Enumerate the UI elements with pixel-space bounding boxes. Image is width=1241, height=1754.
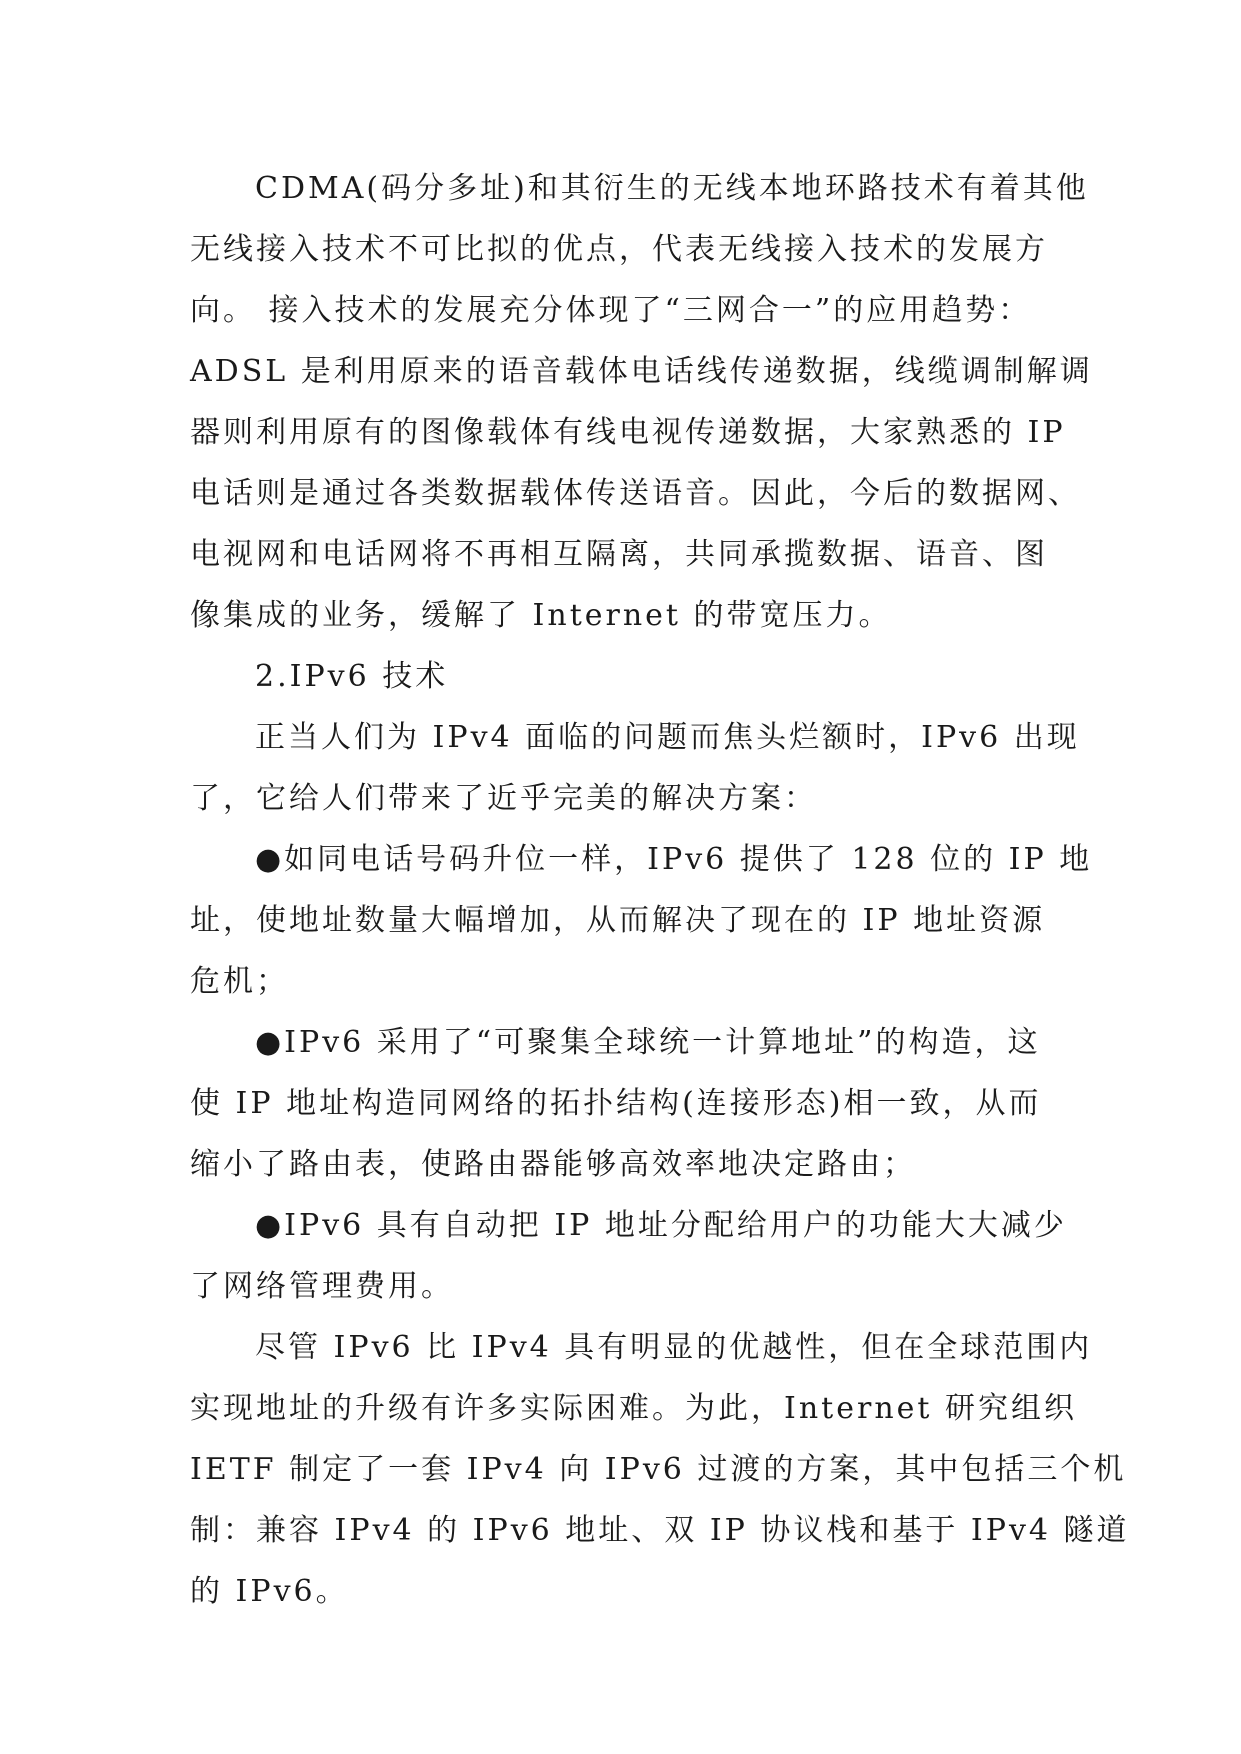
bullet-item-aggregatable-address [190, 1012, 1050, 1195]
text-line: 了网络管理费用。 [190, 1269, 454, 1304]
text-line: 电话则是通过各类数据载体传送语音。因此，今后的数据网、 [190, 476, 1081, 511]
text-line: 器则利用原有的图像载体有线电视传递数据，大家熟悉的 IP [190, 415, 1066, 450]
paragraph-ipv6-intro [190, 707, 1080, 829]
text-line: 实现地址的升级有许多实际困难。为此，Internet 研究组织 [190, 1391, 1077, 1426]
text-line: 制：兼容 IPv4 的 IPv6 地址、双 IP 协议栈和基于 IPv4 隧道 [190, 1513, 1130, 1548]
text-line: 使 IP 地址构造同网络的拓扑结构(连接形态)相一致，从而 [190, 1086, 1042, 1121]
text-line: 缩小了路由表，使路由器能够高效率地决定路由； [190, 1147, 916, 1182]
text-line: IETF 制定了一套 IPv4 向 IPv6 过渡的方案，其中包括三个机 [190, 1452, 1127, 1487]
paragraph-transition [190, 1317, 1130, 1622]
text-line: ●IPv6 具有自动把 IP 地址分配给用户的功能大大减少 [255, 1208, 1067, 1243]
text-line: ●IPv6 采用了“可聚集全球统一计算地址”的构造，这 [255, 1025, 1041, 1060]
text-line: 向。 接入技术的发展充分体现了“三网合一”的应用趋势： [190, 293, 1032, 328]
text-line: 危机； [190, 964, 289, 999]
bullet-item-address-space [190, 829, 1093, 1012]
bullet-item-auto-config [190, 1195, 1067, 1317]
text-line: 电视网和电话网将不再相互隔离，共同承揽数据、语音、图 [190, 537, 1048, 572]
text-line: 的 IPv6。 [190, 1574, 349, 1609]
text-line: 无线接入技术不可比拟的优点，代表无线接入技术的发展方 [190, 232, 1048, 267]
section-heading-ipv6: 2.IPv6 技术 [255, 659, 449, 694]
text-line: ●如同电话号码升位一样，IPv6 提供了 128 位的 IP 地 [255, 842, 1093, 877]
document-body [190, 158, 1130, 1622]
text-line: ADSL 是利用原来的语音载体电话线传递数据，线缆调制解调 [190, 354, 1093, 389]
text-line: 正当人们为 IPv4 面临的问题而焦头烂额时，IPv6 出现 [255, 720, 1080, 755]
text-line: 了，它给人们带来了近乎完美的解决方案： [190, 781, 817, 816]
text-line: CDMA(码分多址)和其衍生的无线本地环路技术有着其他 [255, 171, 1089, 206]
text-line: 尽管 IPv6 比 IPv4 具有明显的优越性，但在全球范围内 [255, 1330, 1093, 1365]
text-line: 址，使地址数量大幅增加，从而解决了现在的 IP 地址资源 [190, 903, 1046, 938]
text-line: 像集成的业务，缓解了 Internet 的带宽压力。 [190, 598, 892, 633]
paragraph-cdma [190, 158, 1093, 646]
